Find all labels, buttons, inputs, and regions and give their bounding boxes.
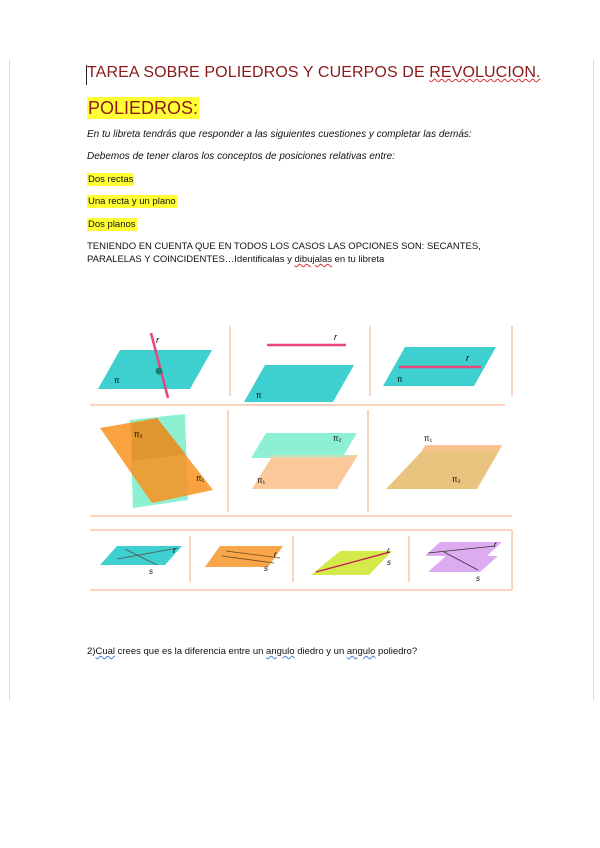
plane-bottom bbox=[428, 556, 498, 572]
plane-shape bbox=[100, 546, 182, 565]
document-title: TAREA SOBRE POLIEDROS Y CUERPOS DE REVOLUCION. bbox=[87, 64, 541, 81]
plane-pi1 bbox=[252, 455, 358, 489]
question-two: 2)Cual crees que es la diferencia entre un angulo diedro y un angulo poliedro? bbox=[87, 646, 418, 657]
plane-shape bbox=[386, 451, 499, 489]
plane-label-2: π₂ bbox=[333, 434, 342, 443]
panel-secant-planes bbox=[100, 414, 213, 508]
plane-label-1: π₁ bbox=[196, 474, 205, 483]
panel-coincident-lines bbox=[311, 546, 392, 575]
line-r-label: r bbox=[494, 540, 497, 549]
concepts-intro-text: Debemos de tener claros los conceptos de posiciones relativas entre: bbox=[87, 151, 395, 162]
line-s-label: s bbox=[264, 564, 268, 573]
intersection-point bbox=[156, 368, 163, 375]
line-s-label: s bbox=[149, 567, 153, 576]
line-r-label: r bbox=[274, 550, 277, 559]
highlight-item-line-plane: Una recta y un plano bbox=[88, 196, 176, 207]
line-label: r bbox=[466, 353, 469, 363]
plane-label-2: π₂ bbox=[452, 475, 461, 484]
highlight-item-two-planes: Dos planos bbox=[88, 219, 136, 230]
plane-label: π bbox=[397, 375, 403, 384]
line-s-label: s bbox=[387, 558, 391, 567]
panel-crossing-lines bbox=[425, 540, 502, 583]
plane-top-edge bbox=[422, 445, 502, 451]
options-paragraph: TENIENDO EN CUENTA QUE EN TODOS LOS CASOS LAS OPCIONES SON: SECANTES, PARALELAS Y COINCIDENTES…Identificalas y dibujalas en tu libreta bbox=[87, 241, 481, 265]
instruction-text: En tu libreta tendrás que responder a las siguientes cuestiones y completar las demás: bbox=[87, 129, 472, 140]
line-label: r bbox=[156, 335, 159, 345]
line-label: r bbox=[334, 332, 337, 342]
panel-line-in-plane bbox=[383, 347, 496, 386]
panel-coincident-planes bbox=[386, 434, 502, 489]
panel-parallel-lines bbox=[205, 546, 283, 573]
highlight-item-two-lines: Dos rectas bbox=[88, 174, 134, 185]
panel-parallel-planes bbox=[251, 433, 358, 489]
panel-secant-lines bbox=[100, 546, 182, 576]
section-heading: POLIEDROS: bbox=[88, 98, 199, 118]
line-r-label: r bbox=[387, 546, 390, 555]
panel-line-parallel-plane bbox=[244, 332, 354, 402]
plane-label: π bbox=[114, 376, 120, 385]
plane-label-1: π₁ bbox=[257, 476, 266, 485]
line-s-label: s bbox=[476, 574, 480, 583]
plane-label-2: π₂ bbox=[134, 430, 143, 439]
plane-overlap bbox=[268, 455, 355, 458]
plane-label-1: π₁ bbox=[424, 434, 433, 443]
line-r-label: r bbox=[173, 546, 176, 555]
plane-label: π bbox=[256, 391, 262, 400]
panel-line-secant-plane bbox=[98, 333, 212, 398]
